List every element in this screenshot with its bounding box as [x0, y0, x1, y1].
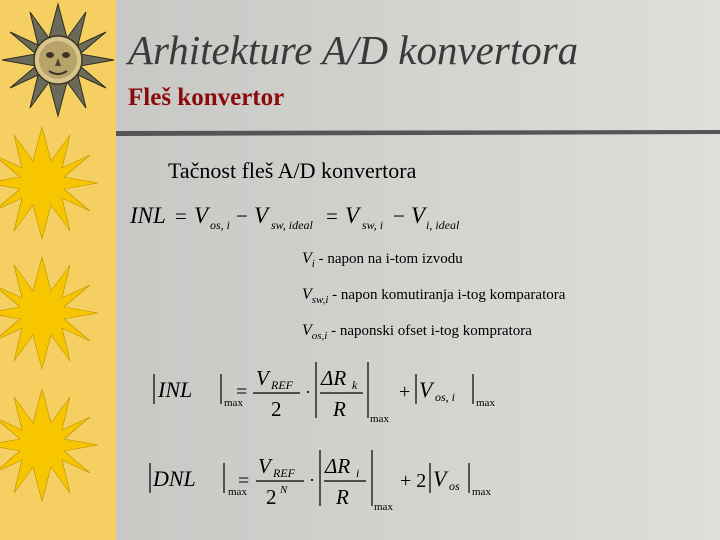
svg-text:V: V: [194, 203, 209, 228]
svg-text:max: max: [472, 486, 491, 498]
svg-text:k: k: [352, 378, 358, 392]
svg-text:os: os: [449, 479, 460, 493]
svg-text:ΔR: ΔR: [321, 366, 347, 390]
svg-text:sw, ideal: sw, ideal: [271, 218, 313, 232]
svg-text:i: i: [356, 466, 360, 480]
svg-text:=: =: [238, 470, 250, 492]
svg-text:V: V: [419, 377, 433, 402]
section-heading: Tačnost fleš A/D konvertora: [168, 158, 417, 183]
definition-vswi: $V_{sw,i}$ - napon komutiranja i-tog komparatora: [302, 286, 566, 306]
definition-vosi: $V_{os,i}$ - naponski ofset i-tog kompratora: [302, 322, 532, 342]
svg-text:=: =: [326, 204, 338, 228]
svg-text:max: max: [370, 413, 389, 425]
divider-line: [116, 126, 720, 140]
svg-text:−: −: [393, 204, 405, 228]
sun-icon: [0, 257, 98, 369]
svg-text:N: N: [280, 484, 288, 496]
svg-text:max: max: [374, 501, 393, 513]
svg-text:V: V: [345, 203, 360, 228]
decorative-sun-strip: [0, 0, 116, 540]
svg-text:=: =: [236, 381, 248, 403]
svg-text:i, ideal: i, ideal: [426, 218, 460, 232]
sun-icon: [0, 127, 98, 239]
svg-text:DNL: DNL: [153, 466, 196, 491]
dnl-max-formula: [144, 448, 504, 518]
svg-text:os, i: os, i: [210, 218, 231, 232]
svg-text:+: +: [399, 381, 411, 403]
svg-text:V: V: [254, 203, 269, 228]
svg-text:=: =: [175, 204, 187, 228]
svg-text:2: 2: [266, 485, 277, 509]
svg-text:max: max: [224, 397, 243, 409]
svg-text:V: V: [256, 366, 269, 390]
svg-text:INL: INL: [130, 203, 166, 228]
svg-text:V: V: [258, 454, 271, 478]
svg-text:V: V: [411, 203, 426, 228]
svg-text:−: −: [236, 204, 248, 228]
svg-text:ΔR: ΔR: [325, 454, 351, 478]
svg-text:REF: REF: [273, 466, 295, 480]
svg-text:max: max: [476, 397, 495, 409]
svg-text:R: R: [336, 485, 349, 509]
inl-equation: [128, 195, 478, 240]
svg-text:R: R: [333, 397, 346, 421]
definition-vi: $V_i$ - napon na i-tom izvodu: [302, 250, 463, 270]
svg-text:REF: REF: [271, 378, 293, 392]
sun-icon: [0, 389, 98, 501]
svg-text:2: 2: [271, 397, 282, 421]
svg-text:os, i: os, i: [435, 390, 456, 404]
svg-text:+ 2: + 2: [400, 470, 427, 492]
svg-text:·: ·: [305, 382, 311, 402]
svg-text:INL: INL: [158, 377, 193, 402]
sun-face-icon: [2, 4, 114, 116]
svg-text:sw, i: sw, i: [362, 218, 384, 232]
slide-subtitle: Fleš konvertor: [128, 84, 285, 111]
inl-max-formula: [148, 360, 498, 430]
symbol-definitions: [302, 250, 565, 358]
svg-text:·: ·: [309, 470, 315, 490]
svg-text:max: max: [228, 486, 247, 498]
slide-title: Arhitekture A/D konvertora: [128, 27, 579, 73]
svg-text:V: V: [433, 466, 447, 491]
